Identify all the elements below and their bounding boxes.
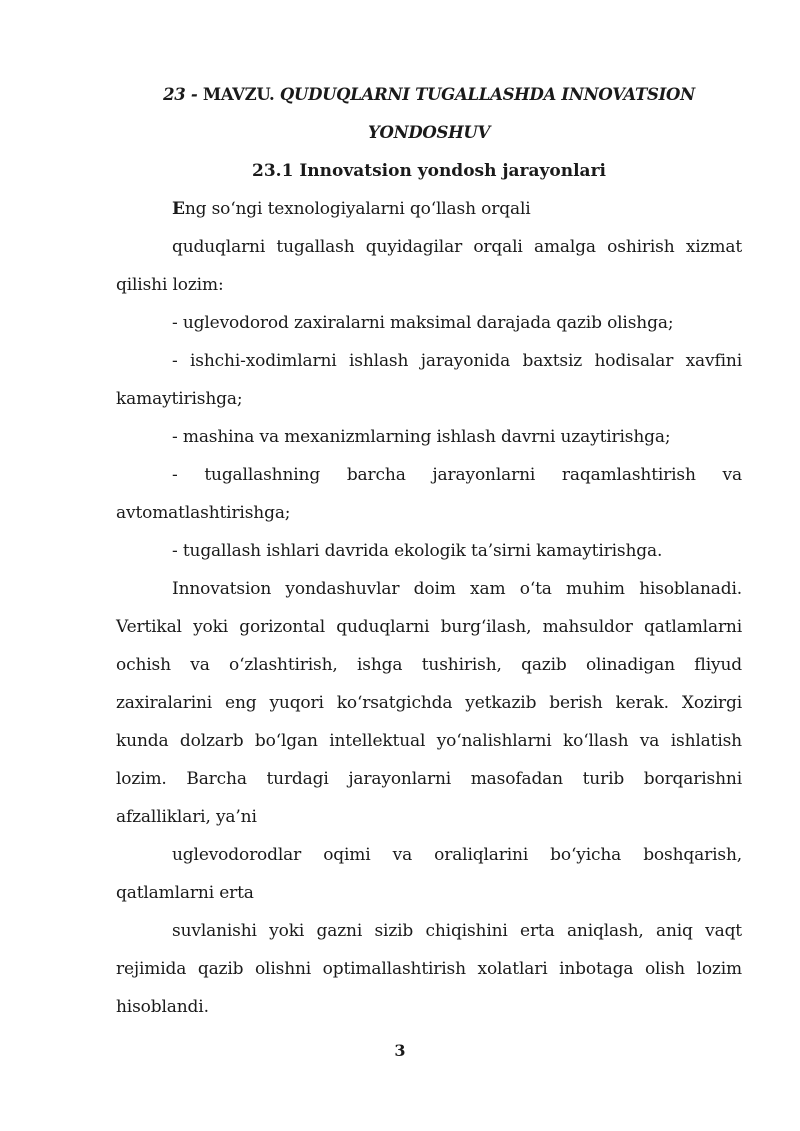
section-heading: 23.1 Innovatsion yondosh jarayonlari xyxy=(252,161,606,181)
bullet-item: - mashina va mexanizmlarning ishlash davrni uzaytirishga; xyxy=(172,427,671,447)
paragraph-requirements: quduqlarni tugallash quyidagilar orqali amalga oshirish xizmat qilishi lozim: xyxy=(116,237,742,295)
page-number: 3 xyxy=(394,1041,406,1060)
intro-rest: ng so‘ngi texnologiyalarni qo‘llash orqali xyxy=(184,199,531,219)
paragraph-innovation: Innovatsion yondashuvlar doim xam o‘ta muhim hisoblanadi. Vertikal yoki gorizontal quduqlarni burg‘ilash, mahsuldor qatlamlarni ochish va o‘zlashtirish, ishga tushirish, qazib olinadigan fliyud zaxiralarini eng yuqori ko‘rsatgichda yetkazib berish kerak. Xozirgi kunda dolzarb bo‘lgan intellektual yo‘nalishlarni ko‘llash va ishlatish lozim. Barcha turdagi jarayonlarni masofadan turib borqarishni afzalliklari, ya’ni xyxy=(116,579,742,827)
topic-label: MAVZU. xyxy=(202,85,275,104)
intro-first-letter: E xyxy=(172,199,185,219)
topic-number: 23 - xyxy=(163,85,198,104)
document-page xyxy=(116,76,742,1026)
paragraph-intro xyxy=(116,190,742,228)
paragraph-watering: suvlanishi yoki gazni sizib chiqishini erta aniqlash, aniq vaqt rejimida qazib olishni optimallashtirish xolatlari inbotaga olish lozim hisoblandi. xyxy=(116,921,742,1017)
bullet-item: - tugallashning barcha jarayonlarni raqamlashtirish va avtomatlashtirishga; xyxy=(116,465,742,523)
bullet-item: - tugallash ishlari davrida ekologik ta’sirni kamaytirishga. xyxy=(172,541,663,561)
topic-title xyxy=(116,76,742,114)
bullet-item: - uglevodorod zaxiralarni maksimal darajada qazib olishga; xyxy=(172,313,674,333)
topic-title-line1: QUDUQLARNI TUGALLASHDA INNOVATSION xyxy=(279,85,695,104)
bullet-item: - ishchi-xodimlarni ishlash jarayonida baxtsiz hodisalar xavfini kamaytirishga; xyxy=(116,351,742,409)
topic-title-line2: YONDOSHUV xyxy=(368,123,490,142)
paragraph-hydrocarbons: uglevodorodlar oqimi va oraliqlarini bo‘yicha boshqarish, qatlamlarni erta xyxy=(116,845,742,903)
